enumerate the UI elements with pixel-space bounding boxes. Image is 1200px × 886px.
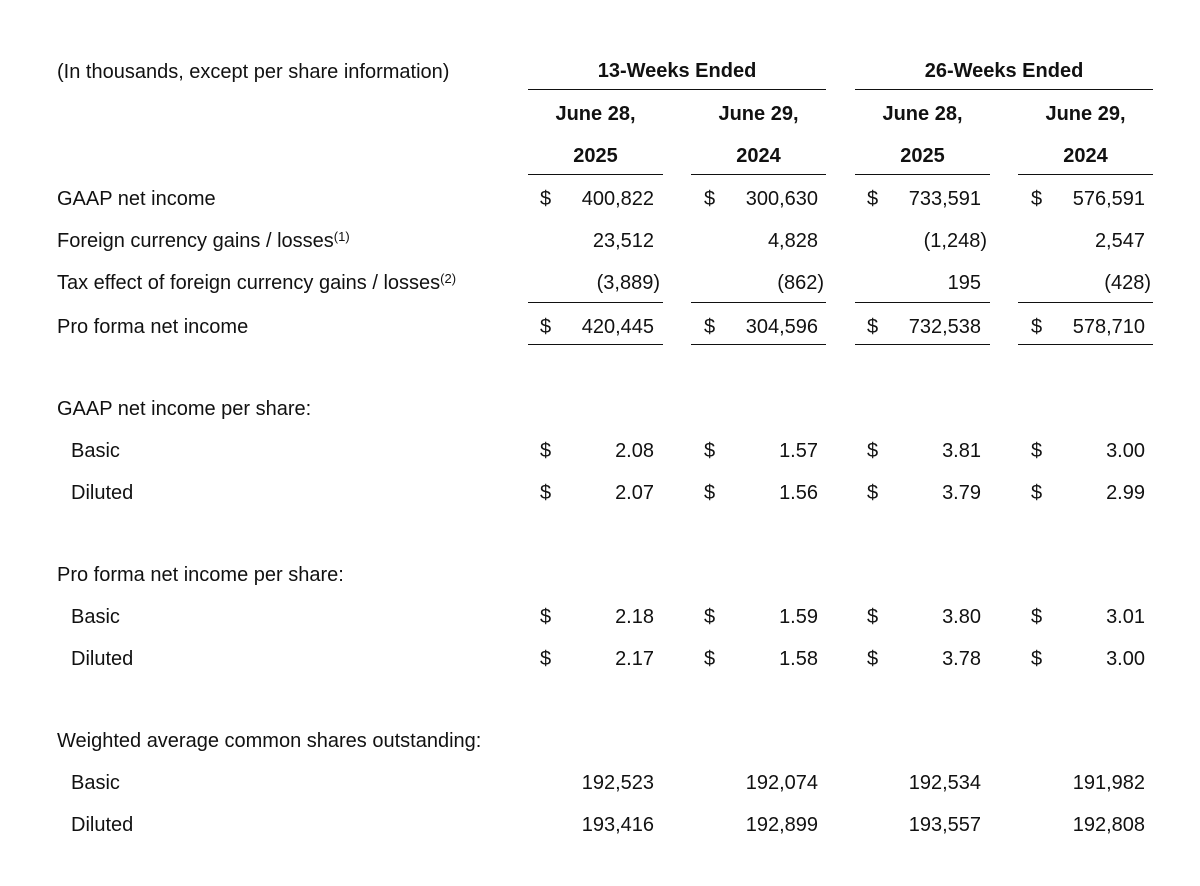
cell-value: 4,828 [767, 230, 818, 252]
currency-symbol: $ [704, 648, 716, 670]
cell-value: 732,538 [908, 316, 981, 338]
cell-value: 192,899 [745, 814, 818, 836]
currency-symbol: $ [540, 606, 552, 628]
header-rule [855, 174, 990, 175]
currency-symbol: $ [1031, 440, 1043, 462]
footnote-marker: (1) [333, 229, 350, 244]
currency-symbol: $ [704, 440, 716, 462]
col-header-month: June 28, [882, 103, 963, 125]
cell-value: 3.78 [942, 648, 981, 670]
cell-value: 192,808 [1072, 814, 1145, 836]
header-rule [1018, 174, 1153, 175]
cell-value: 191,982 [1072, 772, 1145, 794]
group-header-26-weeks: 26-Weeks Ended [924, 60, 1084, 82]
cell-value: 2,547 [1094, 230, 1145, 252]
row-label-basic: Basic [71, 606, 120, 628]
section-heading-pro-forma-eps: Pro forma net income per share: [57, 564, 344, 586]
cell-value: 300,630 [745, 188, 818, 210]
cell-value: (1,248) [923, 230, 987, 252]
currency-symbol: $ [1031, 316, 1043, 338]
cell-value: 195 [947, 272, 981, 294]
cell-value: 192,074 [745, 772, 818, 794]
header-rule [528, 174, 663, 175]
cell-value: (428) [1104, 272, 1151, 294]
total-rule [855, 344, 990, 345]
cell-value: 1.56 [779, 482, 818, 504]
cell-value: 576,591 [1072, 188, 1145, 210]
subtotal-rule [1018, 302, 1153, 303]
cell-value: 1.57 [779, 440, 818, 462]
cell-value: 2.07 [615, 482, 654, 504]
currency-symbol: $ [867, 482, 879, 504]
currency-symbol: $ [867, 440, 879, 462]
currency-symbol: $ [540, 316, 552, 338]
row-label-basic: Basic [71, 440, 120, 462]
units-note: (In thousands, except per share information) [57, 61, 450, 83]
row-label-diluted: Diluted [71, 648, 134, 670]
cell-value: 3.00 [1106, 440, 1145, 462]
row-label-basic: Basic [71, 772, 120, 794]
cell-value: 193,557 [908, 814, 981, 836]
currency-symbol: $ [867, 606, 879, 628]
cell-value: (3,889) [596, 272, 660, 294]
cell-value: 192,523 [581, 772, 654, 794]
cell-value: 3.81 [942, 440, 981, 462]
cell-value: 400,822 [581, 188, 654, 210]
currency-symbol: $ [704, 188, 716, 210]
subtotal-rule [528, 302, 663, 303]
row-label-diluted: Diluted [71, 482, 134, 504]
row-label-tax-effect: Tax effect of foreign currency gains / losses$^{(2)}$ [57, 271, 457, 294]
cell-value: 3.79 [942, 482, 981, 504]
currency-symbol: $ [867, 316, 879, 338]
cell-value: 420,445 [581, 316, 654, 338]
section-heading-shares: Weighted average common shares outstanding: [57, 730, 482, 752]
subtotal-rule [691, 302, 826, 303]
col-header-month: June 28, [555, 103, 636, 125]
cell-value: 2.18 [615, 606, 654, 628]
cell-value: 1.58 [779, 648, 818, 670]
currency-symbol: $ [704, 316, 716, 338]
cell-value: 2.99 [1106, 482, 1145, 504]
header-rule [691, 174, 826, 175]
row-label-diluted: Diluted [71, 814, 134, 836]
col-header-year: 2025 [573, 145, 618, 167]
currency-symbol: $ [1031, 648, 1043, 670]
cell-value: 3.01 [1106, 606, 1145, 628]
col-header-year: 2024 [1063, 145, 1108, 167]
section-heading-gaap-eps: GAAP net income per share: [57, 398, 312, 420]
cell-value: 2.08 [615, 440, 654, 462]
total-rule [1018, 344, 1153, 345]
currency-symbol: $ [1031, 482, 1043, 504]
cell-value: 733,591 [908, 188, 981, 210]
currency-symbol: $ [540, 440, 552, 462]
group-rule-26-weeks [855, 89, 1153, 90]
cell-value: 304,596 [745, 316, 818, 338]
currency-symbol: $ [1031, 188, 1043, 210]
cell-value: 1.59 [779, 606, 818, 628]
col-header-month: June 29, [718, 103, 799, 125]
row-label-pro-forma-net-income: Pro forma net income [57, 316, 249, 338]
footnote-marker: (2) [440, 271, 457, 286]
cell-value: 3.00 [1106, 648, 1145, 670]
row-label-gaap-net-income: GAAP net income [57, 188, 216, 210]
total-rule [528, 344, 663, 345]
currency-symbol: $ [1031, 606, 1043, 628]
total-rule [691, 344, 826, 345]
group-header-13-weeks: 13-Weeks Ended [597, 60, 757, 82]
currency-symbol: $ [867, 188, 879, 210]
currency-symbol: $ [540, 188, 552, 210]
currency-symbol: $ [540, 482, 552, 504]
col-header-year: 2024 [736, 145, 781, 167]
cell-value: (862) [777, 272, 824, 294]
cell-value: 23,512 [592, 230, 654, 252]
cell-value: 578,710 [1072, 316, 1145, 338]
cell-value: 193,416 [581, 814, 654, 836]
subtotal-rule [855, 302, 990, 303]
row-label-fx-gains: Foreign currency gains / losses$^{(1)}$ [57, 229, 350, 252]
currency-symbol: $ [704, 606, 716, 628]
currency-symbol: $ [540, 648, 552, 670]
cell-value: 2.17 [615, 648, 654, 670]
col-header-year: 2025 [900, 145, 945, 167]
currency-symbol: $ [867, 648, 879, 670]
group-rule-13-weeks [528, 89, 826, 90]
currency-symbol: $ [704, 482, 716, 504]
cell-value: 3.80 [942, 606, 981, 628]
cell-value: 192,534 [908, 772, 981, 794]
col-header-month: June 29, [1045, 103, 1126, 125]
